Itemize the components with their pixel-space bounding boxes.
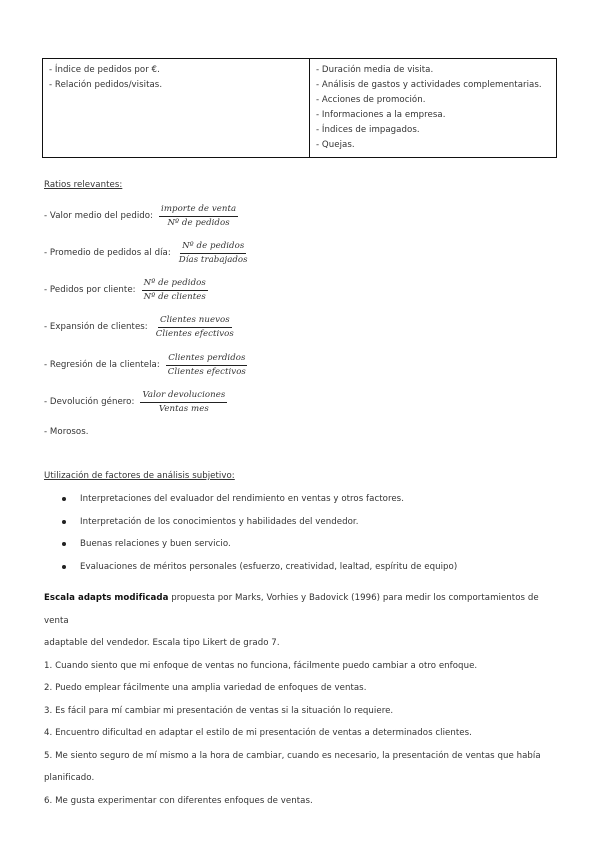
ratio-row: [44, 275, 208, 305]
indicator-item: - Índices de impagados.: [316, 125, 420, 135]
list-item-text: Interpretación de los conocimientos y habilidades del vendedor.: [80, 516, 359, 527]
indicators-right-cell: [310, 59, 557, 158]
ratio-label: - Expansión de clientes:: [44, 322, 148, 332]
scale-intro-line2: adaptable del vendedor. Escala tipo Likert de grado 7.: [44, 638, 280, 648]
ratio-fraction: [154, 315, 236, 340]
fraction-numerator: Clientes perdidos: [166, 353, 247, 366]
bullet-icon: [62, 520, 66, 524]
list-item: [44, 556, 457, 579]
indicator-item: - Relación pedidos/visitas.: [49, 80, 163, 90]
bullet-icon: [62, 497, 66, 501]
indicator-item: - Duración media de visita.: [316, 65, 434, 75]
fraction-numerator: Valor devoluciones: [140, 390, 227, 403]
ratio-label: - Valor medio del pedido:: [44, 211, 154, 221]
ratios-heading: Ratios relevantes:: [44, 180, 123, 190]
scale-item-continuation: planificado.: [44, 773, 95, 783]
list-item: [44, 533, 457, 556]
ratio-row: [44, 238, 250, 268]
ratio-row: [44, 350, 248, 380]
ratio-label: - Devolución género:: [44, 397, 135, 407]
scale-item: 6. Me gusta experimentar con diferentes enfoques de ventas.: [44, 795, 313, 806]
bullet-icon: [62, 565, 66, 569]
scale-title: Escala adapts modificada: [44, 593, 169, 603]
ratio-label: - Pedidos por cliente:: [44, 285, 136, 295]
scale-section: [44, 587, 560, 812]
fraction-denominator: Nº de clientes: [143, 291, 206, 302]
ratio-label: - Promedio de pedidos al día:: [44, 248, 171, 258]
fraction-numerator: Nº de pedidos: [180, 241, 246, 254]
list-item: [44, 488, 457, 511]
scale-item: 2. Puedo emplear fácilmente una amplia variedad de enfoques de ventas.: [44, 683, 367, 693]
scale-item: 4. Encuentro dificultad en adaptar el estilo de mi presentación de ventas a determinados clientes.: [44, 728, 472, 738]
scale-intro: [44, 587, 560, 632]
fraction-numerator: importe de venta: [159, 204, 238, 217]
subjective-heading: Utilización de factores de análisis subjetivo:: [44, 471, 235, 481]
indicator-item: - Acciones de promoción.: [316, 95, 426, 105]
ratio-last-item: - Morosos.: [44, 427, 89, 437]
indicators-table: [42, 58, 557, 158]
scale-item: 5. Me siento seguro de mí mismo a la hora de cambiar, cuando es necesario, la presentación de ventas que había: [44, 750, 541, 761]
fraction-denominator: Días trabajados: [178, 254, 248, 265]
indicator-item: - Análisis de gastos y actividades complementarias.: [316, 80, 542, 90]
list-item: [44, 511, 457, 534]
subjective-list: [44, 488, 457, 578]
fraction-denominator: Clientes efectivos: [167, 366, 246, 377]
ratio-fraction: [159, 204, 238, 229]
scale-item: 3. Es fácil para mí cambiar mi presentación de ventas si la situación lo requiere.: [44, 705, 394, 716]
ratio-fraction: [177, 241, 250, 266]
ratio-fraction: [142, 278, 208, 303]
ratio-fraction: [166, 353, 248, 378]
indicator-item: - Índice de pedidos por €.: [49, 65, 160, 75]
indicator-item: - Informaciones a la empresa.: [316, 110, 446, 120]
ratio-row: [44, 387, 227, 417]
scale-item: 1. Cuando siento que mi enfoque de ventas no funciona, fácilmente puedo cambiar a otro enfoque.: [44, 660, 478, 671]
list-item-text: Evaluaciones de méritos personales (esfuerzo, creatividad, lealtad, espíritu de equipo): [80, 561, 458, 572]
fraction-numerator: Nº de pedidos: [142, 278, 208, 291]
list-item-text: Interpretaciones del evaluador del rendimiento en ventas y otros factores.: [80, 494, 404, 504]
ratio-row: [44, 312, 236, 342]
ratio-label: - Regresión de la clientela:: [44, 360, 160, 370]
scale-intro-text: propuesta por Marks, Vorhies y Badovick (1996) para medir los comportamientos de venta: [44, 593, 539, 626]
fraction-denominator: Clientes efectivos: [155, 328, 234, 339]
indicators-left-cell: [43, 59, 310, 158]
fraction-numerator: Clientes nuevos: [158, 315, 232, 328]
indicator-item: - Quejas.: [316, 140, 355, 150]
bullet-icon: [62, 542, 66, 546]
list-item-text: Buenas relaciones y buen servicio.: [80, 539, 231, 549]
ratio-fraction: [140, 390, 227, 415]
fraction-denominator: Nº de pedidos: [167, 217, 230, 228]
fraction-denominator: Ventas mes: [158, 403, 209, 414]
ratio-row: [44, 201, 238, 231]
